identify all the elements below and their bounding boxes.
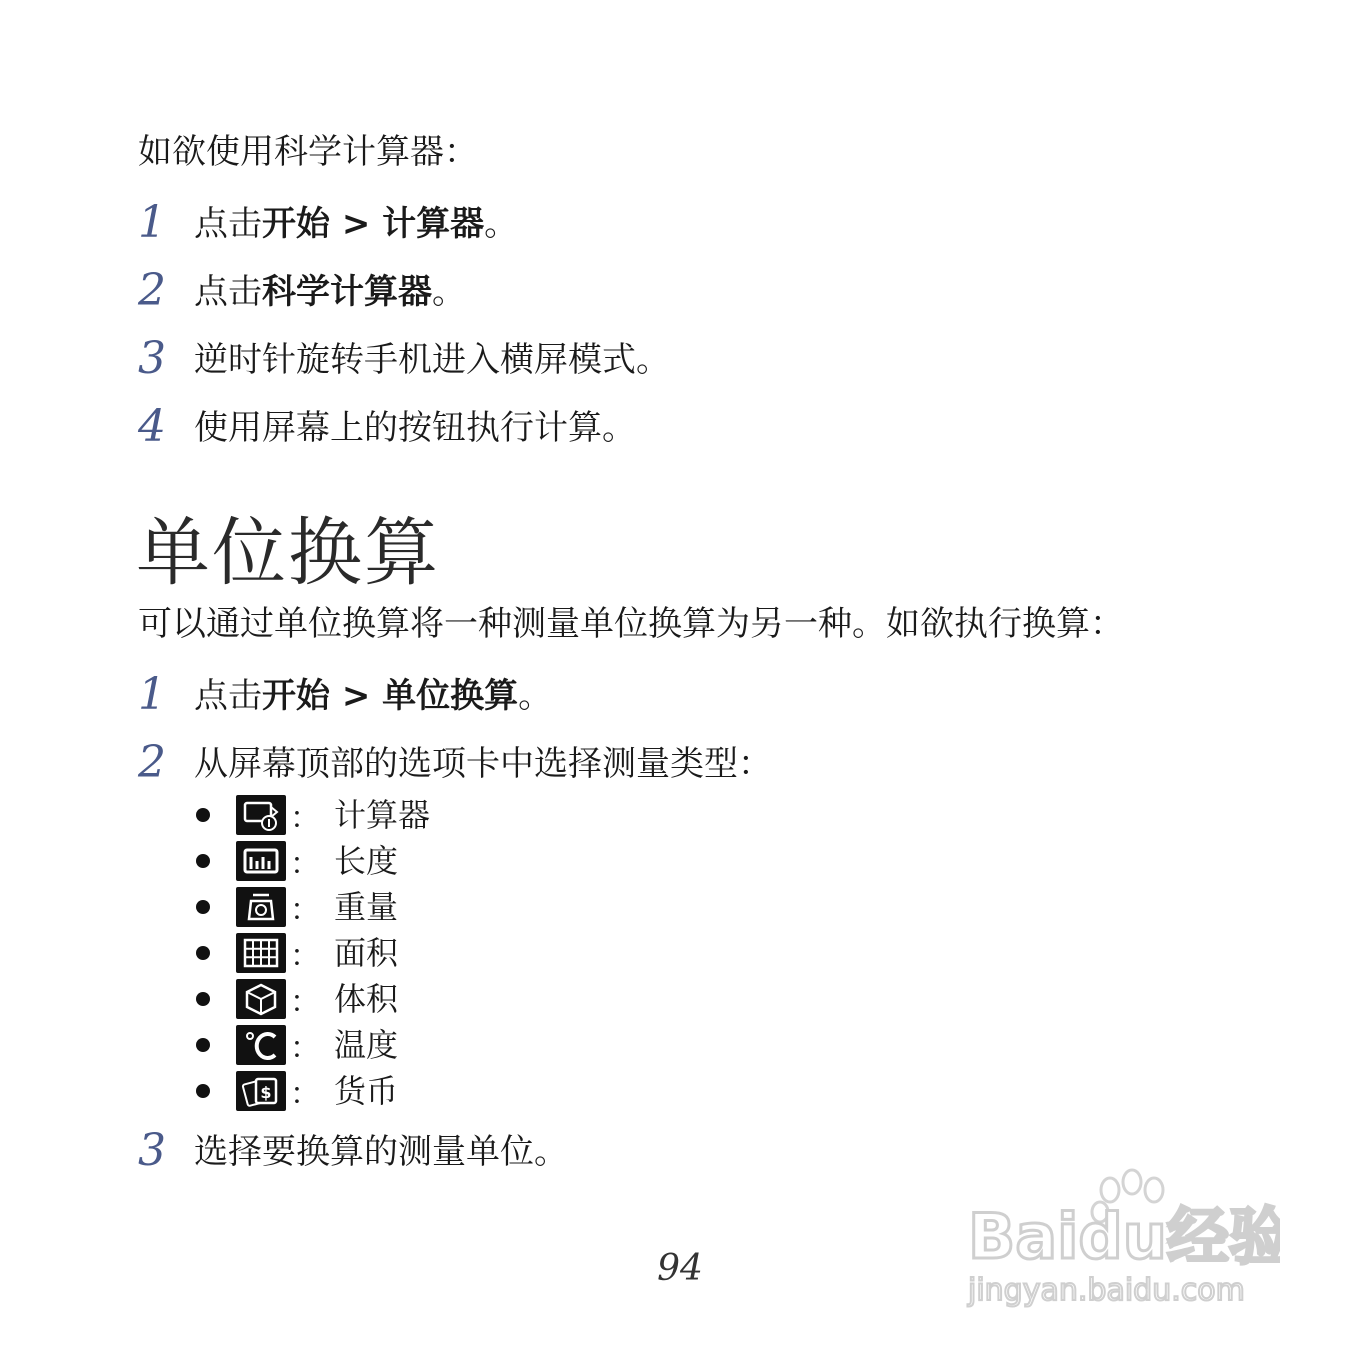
list-item: $ ： 货币: [194, 1068, 430, 1114]
list-item: ： 面积: [194, 930, 430, 976]
calculator-icon: [236, 795, 286, 835]
list-item: ： 计算器: [194, 792, 430, 838]
bullet-dot: [196, 808, 210, 822]
svg-text:$: $: [260, 1083, 272, 1102]
grid-icon: [236, 933, 286, 973]
watermark-brand: Baidu经验: [968, 1200, 1280, 1273]
step-text: 使用屏幕上的按钮执行计算。: [194, 408, 636, 448]
step-number: 4: [138, 401, 166, 452]
step-number: 2: [138, 737, 166, 788]
list-item: ： 长度: [194, 838, 430, 884]
ruler-icon: [236, 841, 286, 881]
measurement-type-list: [194, 792, 430, 1114]
tab-label-currency: 货币: [334, 1072, 399, 1110]
bullet-dot: [196, 946, 210, 960]
bullet-dot: [196, 900, 210, 914]
bullet-dot: [196, 992, 210, 1006]
tab-label-area: 面积: [334, 934, 399, 972]
celsius-icon: [236, 1025, 286, 1065]
tab-label-calculator: 计算器: [334, 796, 431, 834]
list-item: ： 体积: [194, 976, 430, 1022]
section-description: 可以通过单位换算将一种测量单位换算为另一种。如欲执行换算：: [138, 604, 1124, 644]
step-number: 2: [138, 265, 166, 316]
page-number: 94: [657, 1248, 703, 1289]
cube-icon: [236, 979, 286, 1019]
step-text: 点击开始 > 单位换算。: [194, 676, 553, 716]
step-text: 从屏幕顶部的选项卡中选择测量类型：: [194, 744, 772, 784]
step-text: 逆时针旋转手机进入横屏模式。: [194, 340, 670, 380]
step-number: 1: [138, 669, 166, 720]
step-text: 点击开始 > 计算器。: [194, 204, 519, 244]
step-number: 1: [138, 197, 166, 248]
step-number: 3: [138, 1125, 166, 1176]
list-item: ： 温度: [194, 1022, 430, 1068]
currency-icon: [236, 1071, 286, 1111]
step-text: 点击科学计算器。: [194, 272, 466, 312]
tab-label-volume: 体积: [334, 980, 399, 1018]
step-text: 选择要换算的测量单位。: [194, 1132, 568, 1172]
intro-text: 如欲使用科学计算器：: [138, 132, 478, 172]
section-heading: 单位换算: [136, 510, 440, 596]
bullet-dot: [196, 854, 210, 868]
baidu-watermark: [960, 1160, 1280, 1310]
tab-label-length: 长度: [334, 842, 399, 880]
bullet-dot: [196, 1084, 210, 1098]
scale-icon: [236, 887, 286, 927]
tab-label-weight: 重量: [334, 888, 399, 926]
tab-label-temperature: 温度: [334, 1026, 399, 1064]
watermark-url: jingyan.baidu.com: [968, 1273, 1245, 1308]
step-number: 3: [138, 333, 166, 384]
list-item: ： 重量: [194, 884, 430, 930]
bullet-dot: [196, 1038, 210, 1052]
